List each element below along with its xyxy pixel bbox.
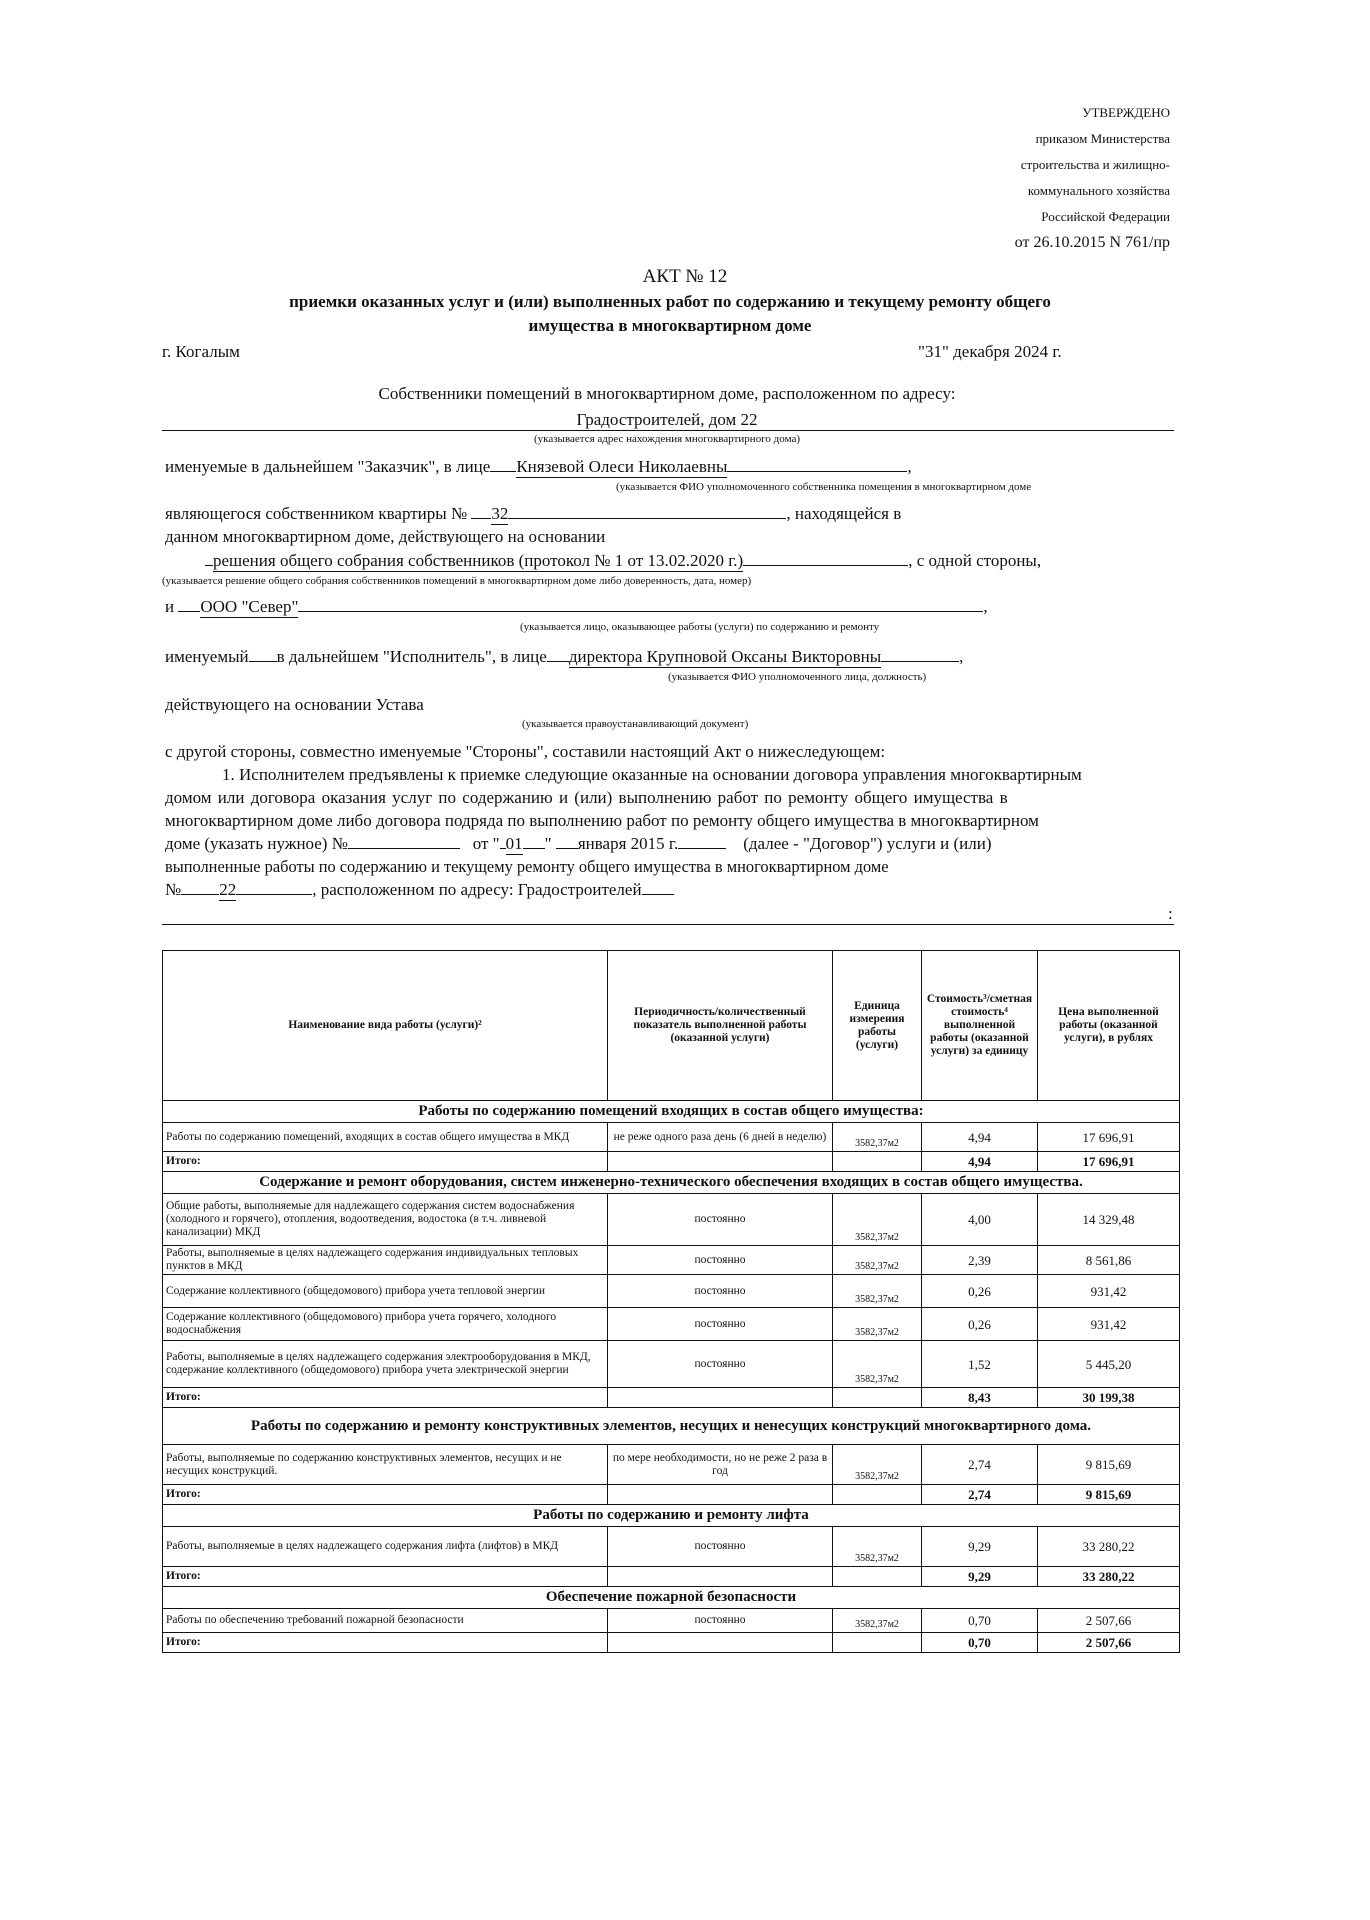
customer-name: Князевой Олеси Николаевны	[516, 457, 728, 476]
price-cell: 14 329,48	[1038, 1194, 1180, 1246]
periodicity-cell: постоянно	[608, 1275, 833, 1308]
section-header-row	[163, 1172, 1180, 1194]
unit-cost-cell: 4,00	[922, 1194, 1038, 1246]
table-row	[163, 1445, 1180, 1485]
price-cell: 931,42	[1038, 1275, 1180, 1308]
customer-prefix: именуемые в дальнейшем "Заказчик", в лице	[165, 457, 491, 476]
price-cell: 931,42	[1038, 1308, 1180, 1341]
periodicity-cell: по мере необходимости, но не реже 2 раза в год	[608, 1445, 833, 1485]
unit-cell: 3582,37м2	[833, 1527, 922, 1567]
address-continuation-line	[162, 924, 1174, 925]
unit-cell: 3582,37м2	[833, 1246, 922, 1275]
empty-cell	[608, 1633, 833, 1653]
empty-cell	[833, 1485, 922, 1505]
table-row	[163, 1275, 1180, 1308]
table-row	[163, 1194, 1180, 1246]
unit-cost-cell: 4,94	[922, 1123, 1038, 1152]
table-row	[163, 1308, 1180, 1341]
p1-month: января 2015 г.	[577, 834, 679, 853]
unit-cost-cell: 1,52	[922, 1341, 1038, 1388]
table-row	[163, 1246, 1180, 1275]
p1-house: 22	[219, 880, 237, 899]
unit-cost-cell: 0,26	[922, 1308, 1038, 1341]
total-cost: 9,29	[922, 1567, 1038, 1587]
approved-line: Российской Федерации	[1041, 209, 1170, 224]
total-cost: 2,74	[922, 1485, 1038, 1505]
table-row	[163, 1123, 1180, 1152]
approved-line: приказом Министерства	[1035, 131, 1170, 146]
total-price: 17 696,91	[1038, 1152, 1180, 1172]
empty-cell	[833, 1567, 922, 1587]
work-name-cell: Содержание коллективного (общедомового) прибора учета горячего, холодного водоснабжения	[163, 1308, 608, 1341]
address-hint: (указывается адрес нахождения многоквартирного дома)	[533, 433, 800, 445]
work-name-cell: Работы, выполняемые в целях надлежащего содержания электрооборудования в МКД, содержание коллективного (общедомового) прибора учета электрической энергии	[163, 1341, 608, 1388]
total-label: Итого:	[163, 1567, 608, 1587]
header-unit-cost: Стоимость³/сметная стоимость⁴ выполненной работы (оказанной услуги) за единицу	[922, 951, 1038, 1101]
unit-cell: 3582,37м2	[833, 1194, 922, 1246]
periodicity-cell: постоянно	[608, 1246, 833, 1275]
decision-hint: (указывается решение общего собрания собственников помещений в многоквартирном доме либо доверенность, дата, номер)	[162, 575, 752, 587]
section-title: Обеспечение пожарной безопасности	[163, 1587, 1180, 1609]
table-row	[163, 1609, 1180, 1633]
section-title: Работы по содержанию и ремонту лифта	[163, 1505, 1180, 1527]
p1-no: №	[165, 880, 182, 899]
p1-line5: выполненные работы по содержанию и текущему ремонту общего имущества в многоквартирном доме	[165, 857, 889, 876]
executor-hint: (указывается ФИО уполномоченного лица, должность)	[668, 671, 927, 683]
p1-line4	[165, 834, 992, 855]
unit-cost-cell: 9,29	[922, 1527, 1038, 1567]
customer-line: именуемые в дальнейшем "Заказчик", в лице Князевой Олеси Николаевны ,	[165, 457, 912, 476]
acting-hint: (указывается правоустанавливающий документ)	[522, 718, 749, 730]
section-title: Работы по содержанию и ремонту конструктивных элементов, несущих и ненесущих конструкций многоквартирного дома.	[163, 1408, 1180, 1445]
table-row	[163, 1527, 1180, 1567]
owner-suffix: , находящейся в	[786, 504, 902, 523]
section-header-row	[163, 1587, 1180, 1609]
section-title: Работы по содержанию помещений входящих в состав общего имущества:	[163, 1101, 1180, 1123]
work-name-cell: Содержание коллективного (общедомового) прибора учета тепловой энергии	[163, 1275, 608, 1308]
apartment-number: 32	[491, 504, 509, 523]
executor-prefix: именуемый	[165, 647, 249, 666]
price-cell: 9 815,69	[1038, 1445, 1180, 1485]
act-title-line1: приемки оказанных услуг и (или) выполненных работ по содержанию и текущему ремонту общего	[289, 292, 1051, 311]
unit-cell: 3582,37м2	[833, 1123, 922, 1152]
unit-cell: 3582,37м2	[833, 1275, 922, 1308]
p1-hereinafter: (далее - "Договор") услуги и (или)	[743, 834, 992, 853]
empty-cell	[833, 1633, 922, 1653]
total-label: Итого:	[163, 1152, 608, 1172]
empty-cell	[833, 1388, 922, 1408]
contractor-name: ООО "Север"	[200, 597, 299, 616]
section-header-row	[163, 1505, 1180, 1527]
header-periodicity: Периодичность/количественный показатель выполненной работы (оказанной услуги)	[608, 951, 833, 1101]
total-price: 9 815,69	[1038, 1485, 1180, 1505]
price-cell: 8 561,86	[1038, 1246, 1180, 1275]
decision-line	[205, 551, 1041, 572]
contractor-hint: (указывается лицо, оказывающее работы (услуги) по содержанию и ремонту	[520, 621, 880, 633]
work-name-cell: Работы, выполняемые по содержанию конструктивных элементов, несущих и не несущих конструкций.	[163, 1445, 608, 1485]
works-table-body	[163, 1101, 1180, 1653]
periodicity-cell: постоянно	[608, 1527, 833, 1567]
periodicity-cell: постоянно	[608, 1341, 833, 1388]
one-side: , с одной стороны,	[908, 551, 1042, 570]
act-title-line2: имущества в многоквартирном доме	[528, 316, 812, 335]
periodicity-cell: постоянно	[608, 1308, 833, 1341]
work-name-cell: Работы, выполняемые в целях надлежащего содержания лифта (лифтов) в МКД	[163, 1527, 608, 1567]
price-cell: 33 280,22	[1038, 1527, 1180, 1567]
approved-line: УТВЕРЖДЕНО	[1082, 105, 1170, 120]
approval-stamp-text	[870, 100, 1170, 256]
p1-from: от "	[472, 834, 500, 853]
unit-cell: 3582,37м2	[833, 1445, 922, 1485]
customer-hint: (указывается ФИО уполномоченного собственника помещения в многоквартирном доме	[616, 481, 1032, 493]
total-label: Итого:	[163, 1633, 608, 1653]
empty-cell	[608, 1567, 833, 1587]
city: г. Когалым	[162, 342, 240, 361]
unit-cost-cell: 0,26	[922, 1275, 1038, 1308]
approved-line: от 26.10.2015 N 761/пр	[1014, 234, 1170, 251]
work-name-cell: Работы, выполняемые в целях надлежащего содержания индивидуальных тепловых пунктов в МКД	[163, 1246, 608, 1275]
header-price: Цена выполненной работы (оказанной услуги), в рублях	[1038, 951, 1180, 1101]
unit-cell: 3582,37м2	[833, 1308, 922, 1341]
p1-contract-prefix: доме (указать нужное) №	[165, 834, 348, 853]
price-cell: 2 507,66	[1038, 1609, 1180, 1633]
colon: :	[1168, 904, 1173, 923]
p1-line1: 1. Исполнителем предъявлены к приемке следующие оказанные на основании договора управления многоквартирным	[222, 765, 1082, 784]
p1-address: , расположенном по адресу: Градостроителей	[312, 880, 642, 899]
address: Градостроителей, дом 22	[576, 410, 758, 429]
p1-day: 01	[505, 834, 523, 853]
basis-line: данном многоквартирном доме, действующего на основании	[165, 527, 606, 546]
unit-cell: 3582,37м2	[833, 1609, 922, 1633]
total-cost: 8,43	[922, 1388, 1038, 1408]
periodicity-cell: постоянно	[608, 1194, 833, 1246]
owner-line	[165, 504, 901, 525]
total-row	[163, 1567, 1180, 1587]
total-cost: 4,94	[922, 1152, 1038, 1172]
price-cell: 17 696,91	[1038, 1123, 1180, 1152]
other-side: с другой стороны, совместно именуемые "Стороны", составили настоящий Акт о нижеследующем:	[165, 742, 886, 761]
table-row	[163, 1341, 1180, 1388]
total-row	[163, 1485, 1180, 1505]
act-number: АКТ № 12	[642, 266, 728, 287]
and-label: и	[165, 597, 175, 616]
header-unit: Единица измерения работы (услуги)	[833, 951, 922, 1101]
section-header-row	[163, 1101, 1180, 1123]
contractor-line: и ООО "Север" ,	[165, 597, 988, 616]
acting-basis: действующего на основании Устава	[165, 695, 424, 714]
total-cost: 0,70	[922, 1633, 1038, 1653]
total-label: Итого:	[163, 1388, 608, 1408]
address-underline	[162, 430, 1174, 431]
p1-quote: "	[544, 834, 552, 853]
section-title: Содержание и ремонт оборудования, систем инженерно-технического обеспечения входящих в состав общего имущества.	[163, 1172, 1180, 1194]
empty-cell	[608, 1152, 833, 1172]
unit-cost-cell: 2,39	[922, 1246, 1038, 1275]
owner-prefix: являющегося собственником квартиры №	[165, 504, 468, 523]
periodicity-cell: не реже одного раза день (6 дней в неделю)	[608, 1123, 833, 1152]
price-cell: 5 445,20	[1038, 1341, 1180, 1388]
empty-cell	[608, 1388, 833, 1408]
works-table	[162, 950, 1180, 1653]
approved-line: строительства и жилищно-	[1020, 157, 1170, 172]
approved-line: коммунального хозяйства	[1027, 183, 1170, 198]
work-name-cell: Работы по обеспечению требований пожарной безопасности	[163, 1609, 608, 1633]
owners-intro: Собственники помещений в многоквартирном доме, расположенном по адресу:	[378, 384, 956, 403]
total-price: 2 507,66	[1038, 1633, 1180, 1653]
work-name-cell: Общие работы, выполняемые для надлежащего содержания систем водоснабжения (холодного и горячего), отопления, водоотведения, водостока (в т.ч. ливневой канализации) МКД	[163, 1194, 608, 1246]
executor-mid: в дальнейшем "Исполнитель", в лице	[276, 647, 547, 666]
empty-cell	[608, 1485, 833, 1505]
total-row	[163, 1388, 1180, 1408]
p1-line2: домом или договора оказания услуг по содержанию и (или) выполнению работ по ремонту общего имущества в	[165, 788, 1008, 807]
section-header-row	[163, 1408, 1180, 1445]
unit-cell: 3582,37м2	[833, 1341, 922, 1388]
act-date: "31" декабря 2024 г.	[918, 342, 1062, 361]
p1-line3: многоквартирном доме либо договора подряда по выполнению работ по ремонту общего имущества в многоквартирном	[165, 811, 1039, 830]
total-label: Итого:	[163, 1485, 608, 1505]
total-row	[163, 1152, 1180, 1172]
decision-text: решения общего собрания собственников (протокол № 1 от 13.02.2020 г.)	[213, 551, 744, 570]
total-price: 33 280,22	[1038, 1567, 1180, 1587]
empty-cell	[833, 1152, 922, 1172]
p1-line6	[165, 880, 674, 901]
work-name-cell: Работы по содержанию помещений, входящих в состав общего имущества в МКД	[163, 1123, 608, 1152]
header-work-name: Наименование вида работы (услуги)²	[163, 951, 608, 1101]
periodicity-cell: постоянно	[608, 1609, 833, 1633]
executor-name: директора Крупновой Оксаны Викторовны	[568, 647, 882, 666]
unit-cost-cell: 2,74	[922, 1445, 1038, 1485]
executor-line: именуемый в дальнейшем "Исполнитель", в лице директора Крупновой Оксаны Викторовны ,	[165, 647, 964, 666]
total-row	[163, 1633, 1180, 1653]
unit-cost-cell: 0,70	[922, 1609, 1038, 1633]
total-price: 30 199,38	[1038, 1388, 1180, 1408]
